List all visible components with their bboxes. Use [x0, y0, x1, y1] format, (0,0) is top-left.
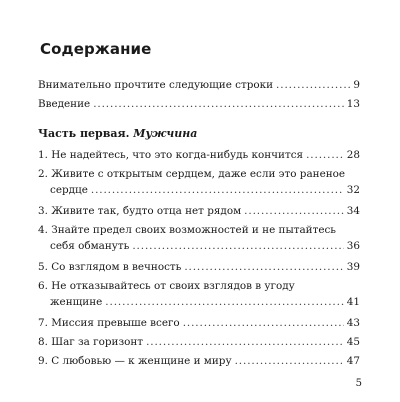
toc-entry-text: 4. Знайте предел своих возможностей и не пытайтесь: [38, 224, 336, 236]
toc-entry-text: 2. Живите с открытым сердцем, даже если это раненое: [38, 168, 346, 180]
leader-dots: [91, 182, 344, 198]
toc-title: Содержание: [40, 40, 152, 58]
leader-dots: [244, 203, 344, 219]
toc-entry-page: 45: [346, 336, 360, 348]
toc-entry-text-continued: женщине: [50, 296, 103, 308]
leader-dots: [306, 147, 344, 163]
toc-entry-text: 1. Не надейтесь, что это когда-нибудь кончится: [38, 149, 304, 161]
toc-entry-chapter-8[interactable]: [38, 334, 360, 350]
toc-entry-text: 5. Со взглядом в вечность: [38, 261, 182, 273]
toc-entry-preface[interactable]: [38, 77, 360, 93]
toc-entry-text: Введение: [38, 98, 91, 110]
toc-entry-page: 32: [346, 184, 360, 196]
toc-entry-chapter-1[interactable]: [38, 147, 360, 163]
toc-entry-text: 6. Не отказывайтесь от своих взглядов в угоду: [38, 280, 295, 292]
leader-dots: [93, 96, 344, 112]
toc-entry-page: 39: [346, 261, 360, 273]
toc-entry-text-continued: сердце: [50, 184, 88, 196]
part-name: Мужчина: [133, 127, 198, 140]
leader-dots: [183, 315, 344, 331]
toc-entry-page: 34: [346, 205, 360, 217]
toc-entry-chapter-5[interactable]: [38, 259, 360, 275]
toc-entry-chapter-9[interactable]: [38, 353, 360, 369]
toc-entry-page: 43: [346, 317, 360, 329]
leader-dots: [184, 259, 343, 275]
leader-dots: [146, 334, 344, 350]
toc-entry-chapter-7[interactable]: [38, 315, 360, 331]
toc-entry-chapter-4[interactable]: [38, 222, 360, 254]
toc-entry-chapter-6[interactable]: [38, 278, 360, 310]
toc-entry-text: 9. С любовью — к женщине и миру: [38, 355, 232, 367]
leader-dots: [132, 238, 343, 254]
toc-entry-text-continued: себя обмануть: [50, 240, 130, 252]
toc-entry-page: 41: [346, 296, 360, 308]
toc-entry-text: 7. Миссия превыше всего: [38, 317, 180, 329]
toc-entry-introduction[interactable]: [38, 96, 360, 112]
toc-entry-text: 3. Живите так, будто отца нет рядом: [38, 205, 242, 217]
toc-entry-text: 8. Шаг за горизонт: [38, 336, 144, 348]
leader-dots: [276, 77, 350, 93]
leader-dots: [235, 353, 344, 369]
toc-entry-page: 13: [346, 98, 360, 110]
toc-entry-text: Внимательно прочтите следующие строки: [38, 79, 274, 91]
part-heading: [38, 127, 197, 140]
page-number: 5: [355, 378, 362, 389]
toc-entry-page: 28: [346, 149, 360, 161]
part-label: Часть первая.: [38, 127, 130, 140]
toc-entry-chapter-3[interactable]: [38, 203, 360, 219]
toc-entry-page: 9: [353, 79, 360, 91]
toc-entry-chapter-2[interactable]: [38, 166, 360, 198]
leader-dots: [105, 294, 343, 310]
toc-entry-page: 47: [346, 355, 360, 367]
toc-entry-page: 36: [346, 240, 360, 252]
